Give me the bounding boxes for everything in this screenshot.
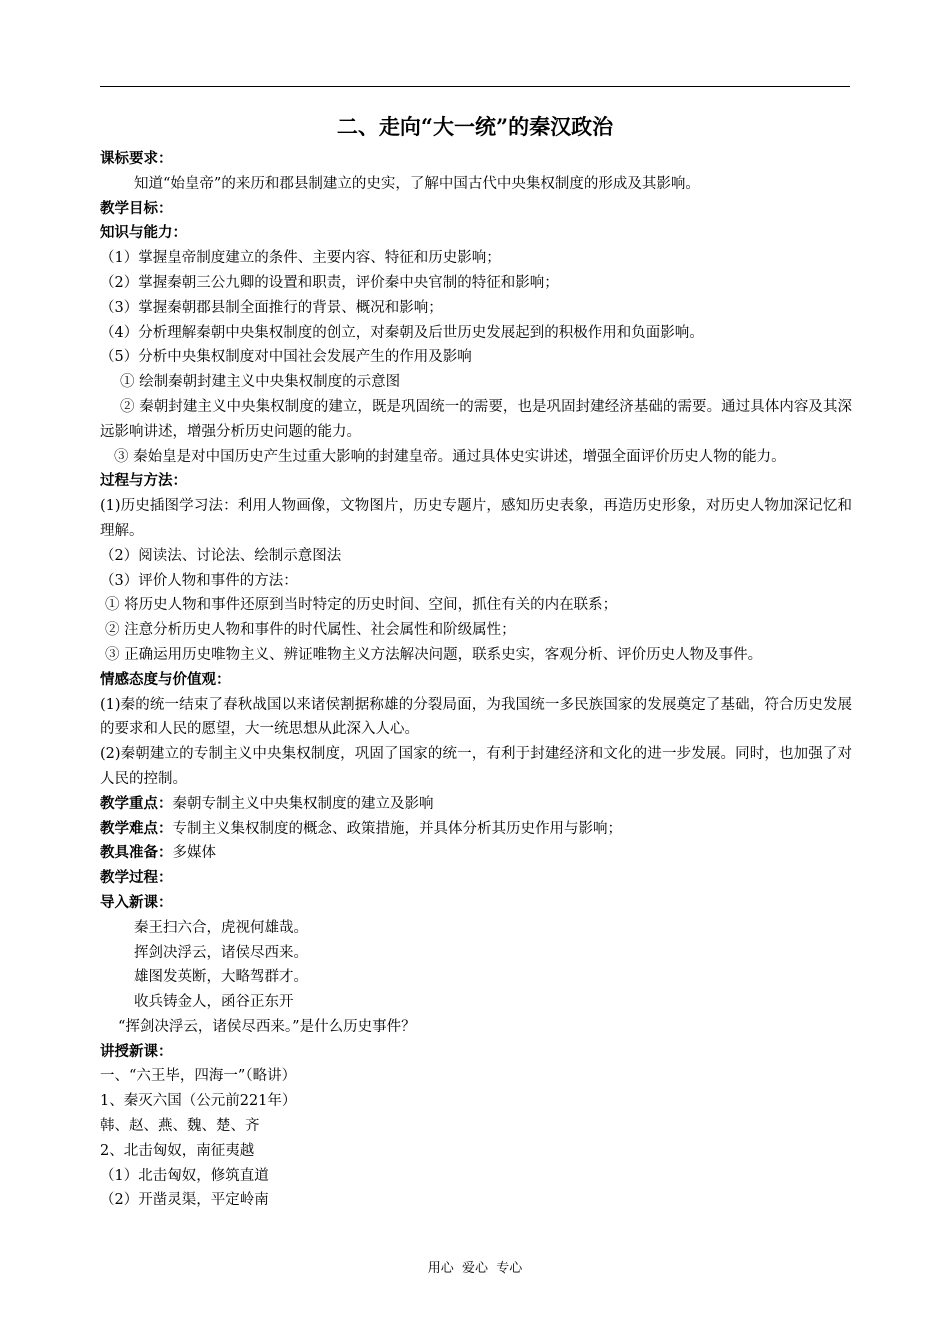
emotion-item: (2)秦朝建立的专制主义中央集权制度，巩固了国家的统一，有利于封建经济和文化的进一步发展。同时，也加强了对人民的控制。 [100,746,852,787]
section-heading-knowledge: 知识与能力： [100,224,187,242]
lesson-line: 一、“六王毕，四海一”（略讲） [100,1068,297,1085]
poem-line: 雄图发英断，大略驾群才。 [134,969,308,986]
poem-line: 挥剑决浮云，诸侯尽西来。 [134,944,308,961]
difficulty-line [100,817,852,842]
prep-line [100,841,852,866]
section-heading-goals: 教学目标： [100,199,173,217]
lesson-line: （2）开凿灵渠，平定岭南 [100,1192,269,1209]
lesson-line: （1）北击匈奴，修筑直道 [100,1167,269,1184]
section-heading-process: 过程与方法： [100,472,187,490]
knowledge-subitem: ② 秦朝封建主义中央集权制度的建立，既是巩固统一的需要，也是巩固封建经济基础的需要。通过具体内容及其深远影响讲述，增强分析历史问题的能力。 [100,398,852,440]
key-point-line [100,792,852,817]
emotion-item: (1)秦的统一结束了春秋战国以来诸侯割据称雄的分裂局面，为我国统一多民族国家的发展奠定了基础，符合历史发展的要求和人民的愿望，大一统思想从此深入人心。 [100,696,852,738]
intro-question: “挥剑决浮云，诸侯尽西来。”是什么历史事件？ [118,1018,416,1035]
process-item: （3）评价人物和事件的方法： [100,572,298,589]
document-body [100,147,852,1213]
process-item: （2）阅读法、讨论法、绘制示意图法 [100,547,342,564]
poem-line: 收兵铸金人，函谷正东开 [134,994,294,1011]
prep-label: 教具准备： [100,844,173,862]
prep-text: 多媒体 [172,845,216,862]
standard-text: 知道“始皇帝”的来历和郡县制建立的史实，了解中国古代中央集权制度的形成及其影响。 [134,175,700,192]
process-subitem: ① 将历史人物和事件还原到当时特定的历史时间、空间，抓住有关的内在联系； [105,597,618,614]
section-heading-procedure: 教学过程： [100,869,173,887]
key-point-text: 秦朝专制主义中央集权制度的建立及影响 [172,795,434,812]
process-subitem: ② 注意分析历史人物和事件的时代属性、社会属性和阶级属性； [105,622,516,639]
section-heading-new-lesson: 讲授新课： [100,1042,173,1060]
poem-line: 秦王扫六合，虎视何雄哉。 [134,919,308,936]
key-point-label: 教学重点： [100,794,173,812]
page-title: 二、走向“大一统”的秦汉政治 [336,114,614,139]
process-item: (1)历史插图学习法：利用人物画像，文物图片，历史专题片，感知历史表象，再造历史形象，对历史人物加深记忆和理解。 [100,498,852,539]
knowledge-item: （5）分析中央集权制度对中国社会发展产生的作用及影响 [100,349,472,366]
difficulty-label: 教学难点： [100,819,173,837]
header-rule [100,86,850,87]
knowledge-subitem: ① 绘制秦朝封建主义中央集权制度的示意图 [120,374,401,391]
lesson-line: 1、秦灭六国（公元前221年） [100,1093,297,1110]
knowledge-item: （3）掌握秦朝郡县制全面推行的背景、概况和影响； [100,299,443,316]
lesson-line: 韩、赵、燕、魏、楚、齐 [100,1118,260,1135]
section-heading-emotion: 情感态度与价值观： [100,670,231,688]
process-subitem: ③ 正确运用历史唯物主义、辨证唯物主义方法解决问题，联系史实，客观分析、评价历史人物及事件。 [105,646,763,663]
knowledge-item: （2）掌握秦朝三公九卿的设置和职责，评价秦中央官制的特征和影响； [100,274,559,291]
knowledge-item: （4）分析理解秦朝中央集权制度的创立，对秦朝及后世历史发展起到的积极作用和负面影响。 [100,324,704,341]
section-heading-intro: 导入新课： [100,893,173,911]
knowledge-item: （1）掌握皇帝制度建立的条件、主要内容、特征和历史影响； [100,250,501,267]
difficulty-text: 专制主义集权制度的概念、政策措施，并具体分析其历史作用与影响； [172,820,622,837]
lesson-line: 2、北击匈奴，南征夷越 [100,1142,255,1159]
knowledge-subitem: ③ 秦始皇是对中国历史产生过重大影响的封建皇帝。通过具体史实讲述，增强全面评价历史人物的能力。 [114,448,786,465]
page-footer: 用心 爱心 专心 [427,1261,523,1276]
section-heading-standard: 课标要求： [100,150,173,167]
